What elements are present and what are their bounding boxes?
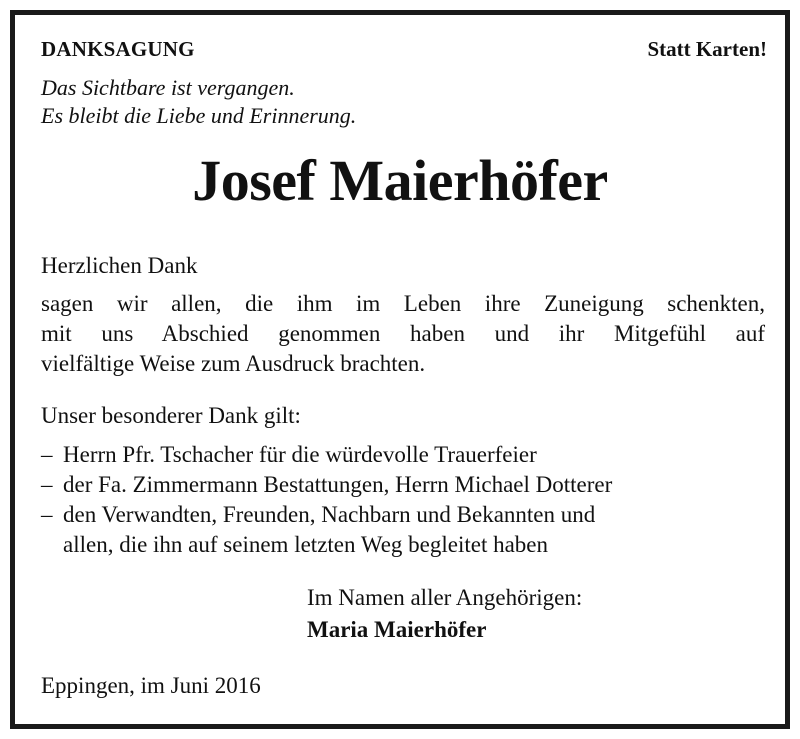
list-bullet: – xyxy=(41,442,53,467)
special-heading: Unser besonderer Dank gilt: xyxy=(41,403,301,428)
list-bullet: – xyxy=(41,472,53,497)
signature-line: Im Namen aller Angehörigen: xyxy=(307,585,583,610)
list-item xyxy=(41,442,537,468)
deceased-name: Josef Maierhöfer xyxy=(192,148,608,213)
list-item xyxy=(41,472,612,498)
place-date: Eppingen, im Juni 2016 xyxy=(41,673,261,698)
motto-line-1: Das Sichtbare ist vergangen. xyxy=(41,75,295,100)
list-item-text: Herrn Pfr. Tschacher für die würdevolle Trauerfeier xyxy=(63,442,537,467)
thanks-line-3: vielfältige Weise zum Ausdruck brachten. xyxy=(41,351,426,376)
thanks-line-2-text: mit uns Abschied genommen haben und ihr Mitgefühl auf xyxy=(41,321,765,346)
notice-heading: DANKSAGUNG xyxy=(41,37,195,61)
signer-name: Maria Maierhöfer xyxy=(307,617,487,642)
motto-line-2: Es bleibt die Liebe und Erinnerung. xyxy=(41,103,357,128)
notice-frame xyxy=(10,10,790,729)
list-item-text: den Verwandten, Freunden, Nachbarn und Bekannten und xyxy=(63,502,596,527)
notice-body xyxy=(15,15,785,724)
list-bullet: – xyxy=(41,502,53,527)
notice-subheading: Statt Karten! xyxy=(647,37,767,61)
list-item-text: der Fa. Zimmermann Bestattungen, Herrn Michael Dotterer xyxy=(63,472,613,497)
thanks-line-1-text: sagen wir allen, die ihm im Leben ihre Zuneigung schenkten, xyxy=(41,291,765,316)
list-item-continuation: allen, die ihn auf seinem letzten Weg begleitet haben xyxy=(63,532,549,557)
thanks-intro: Herzlichen Dank xyxy=(41,253,198,278)
thanks-line-2 xyxy=(41,321,765,347)
list-item xyxy=(41,502,595,528)
thanks-line-1 xyxy=(41,291,765,317)
